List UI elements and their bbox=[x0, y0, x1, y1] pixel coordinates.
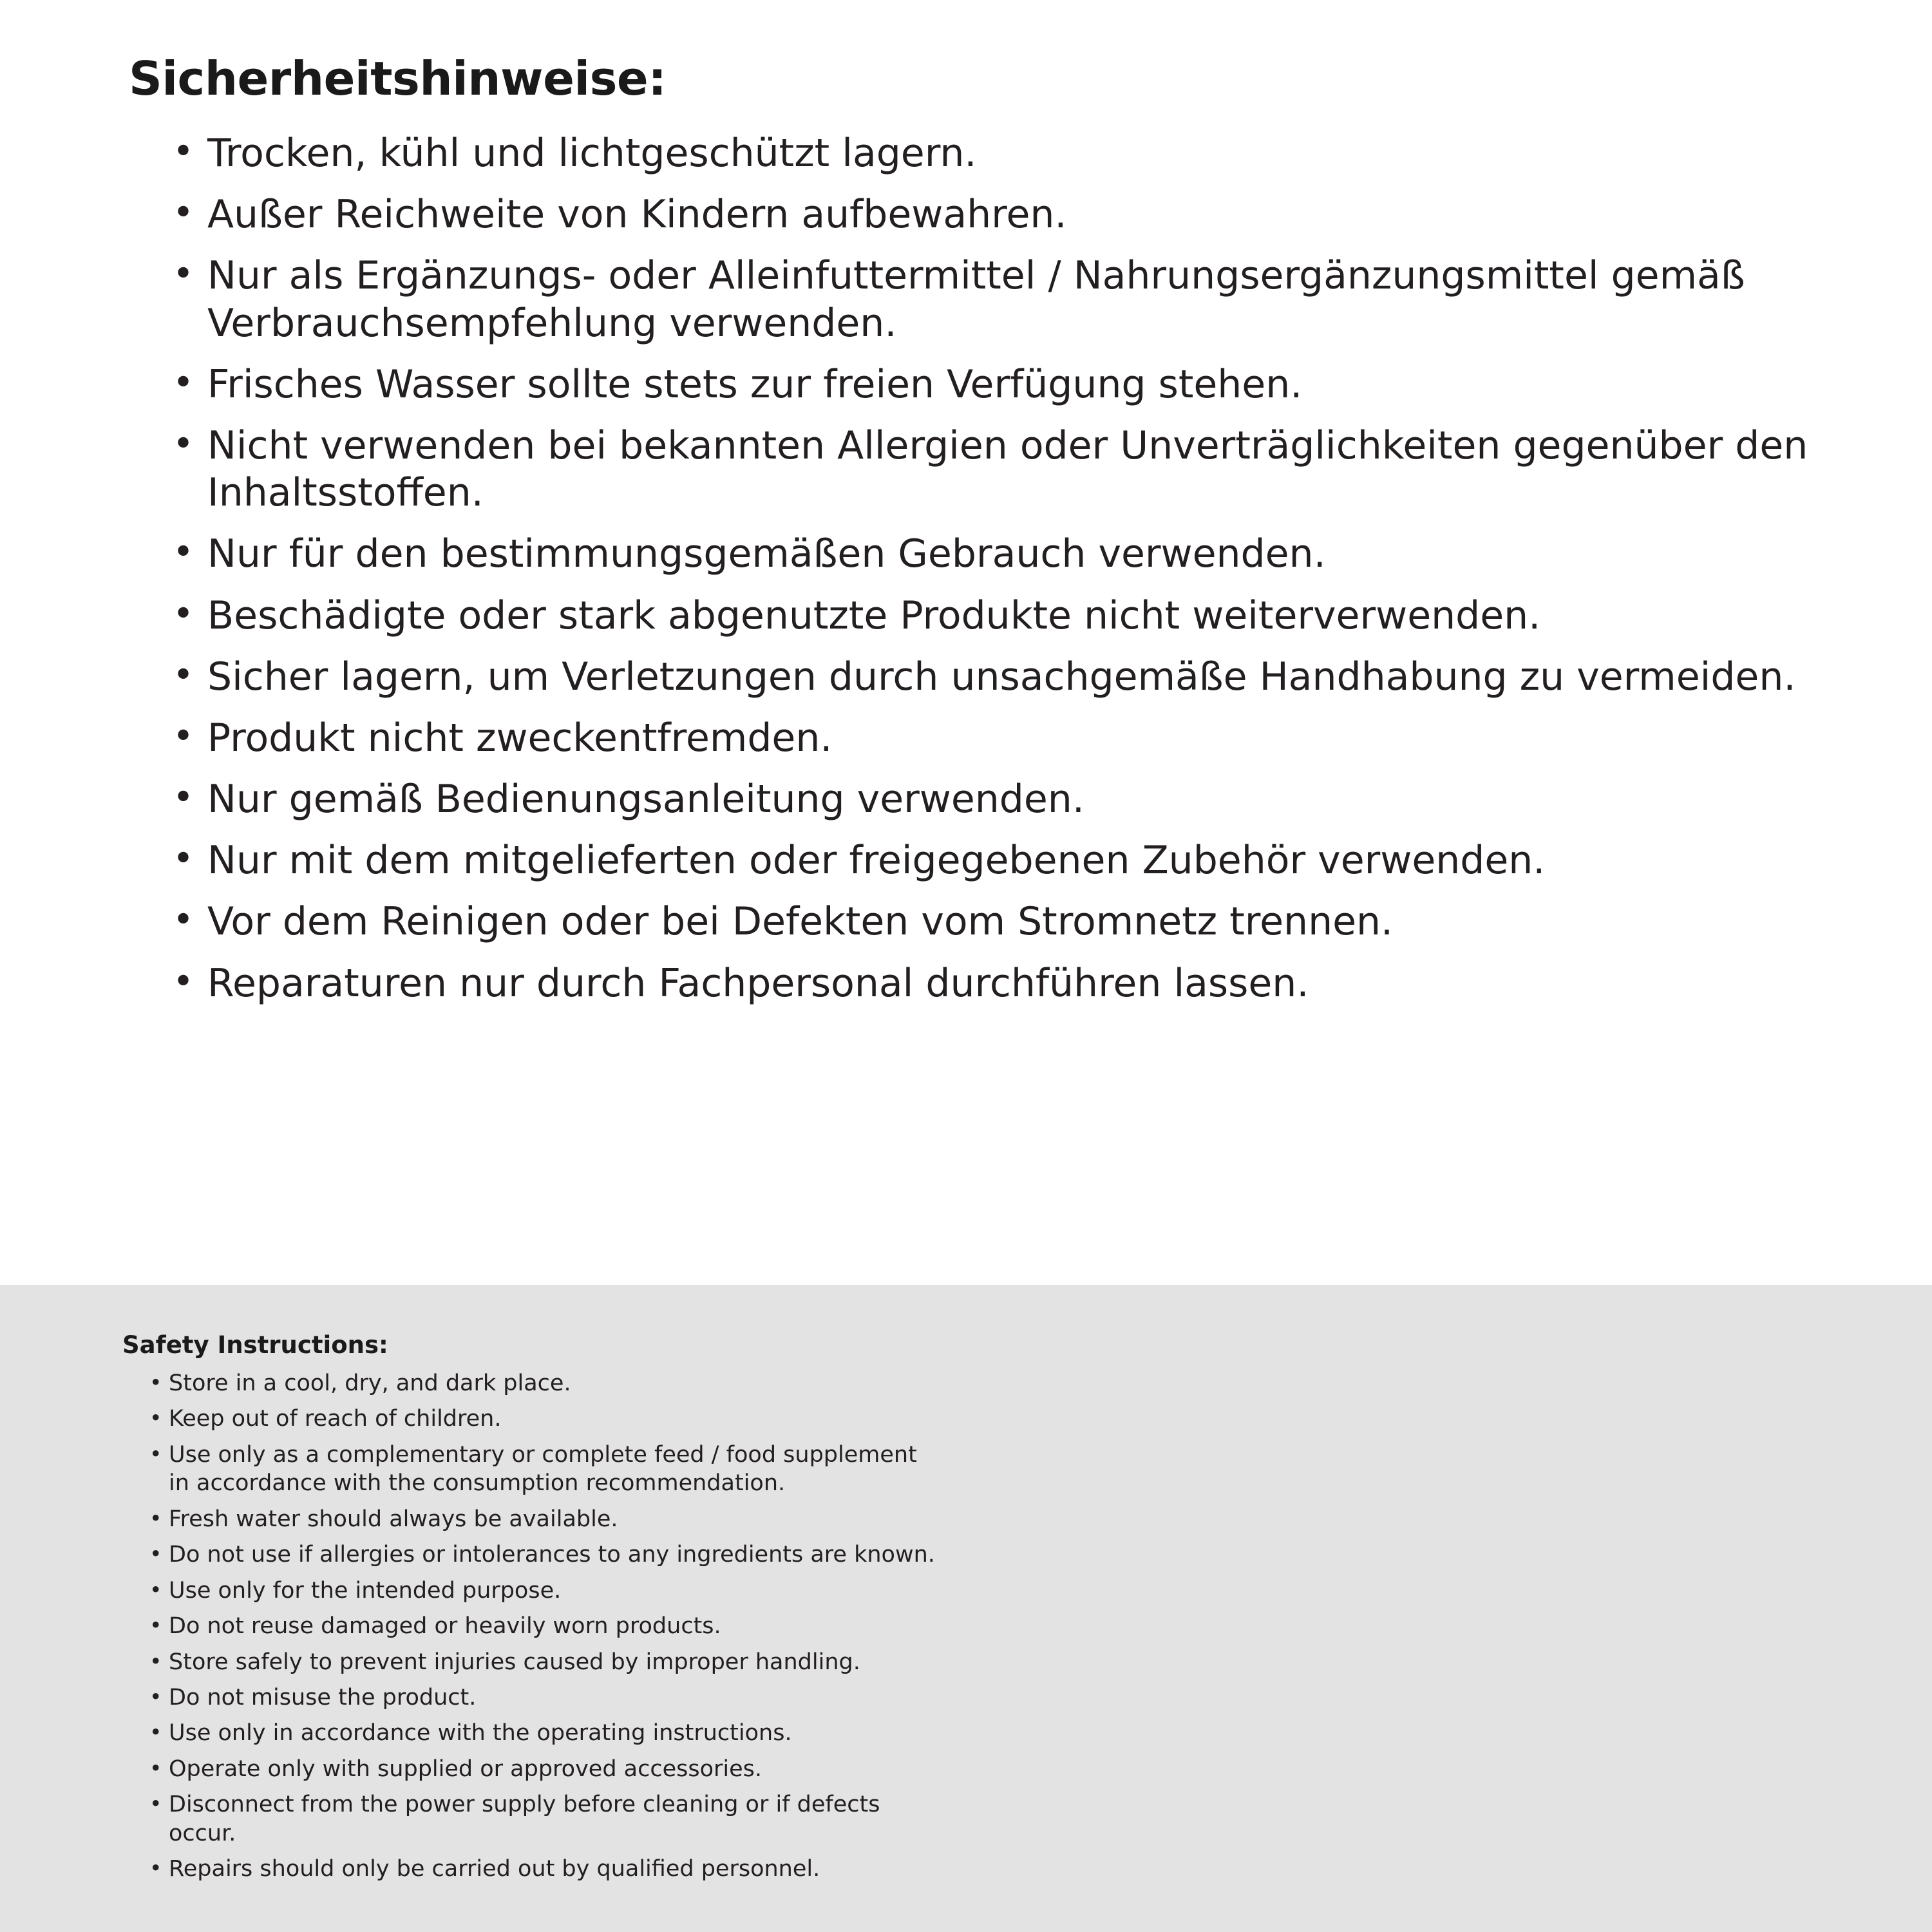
bullet-icon: • bbox=[173, 715, 194, 757]
german-bullet-list bbox=[129, 130, 1835, 1007]
list-item-text: Reparaturen nur durch Fachpersonal durchführen lassen. bbox=[207, 960, 1309, 1006]
list-item bbox=[167, 776, 1835, 823]
list-item-text: Beschädigte oder stark abgenutzte Produkte nicht weiterverwenden. bbox=[207, 592, 1541, 638]
list-item-text: Use only as a complementary or complete feed / food supplement in accordance with the consumption recommendation. bbox=[169, 1441, 917, 1497]
bullet-icon: • bbox=[149, 1683, 162, 1709]
list-item-text: Nur als Ergänzungs- oder Alleinfuttermittel / Nahrungsergänzungsmittel gemäß Verbrauchsempfehlung verwenden. bbox=[207, 253, 1745, 346]
list-item-text: Produkt nicht zweckentfremden. bbox=[207, 715, 833, 761]
list-item-text: Do not misuse the product. bbox=[169, 1684, 477, 1710]
bullet-icon: • bbox=[149, 1755, 162, 1781]
list-item-text: Nicht verwenden bei bekannten Allergien oder Unverträglichkeiten gegenüber den Inhaltsstoffen. bbox=[207, 422, 1808, 516]
list-item bbox=[167, 654, 1835, 701]
german-heading: Sicherheitshinweise: bbox=[129, 52, 667, 106]
list-item bbox=[147, 1540, 943, 1569]
list-item bbox=[167, 531, 1835, 578]
bullet-icon: • bbox=[173, 192, 194, 234]
list-item bbox=[147, 1755, 943, 1783]
list-item bbox=[167, 715, 1835, 762]
bullet-icon: • bbox=[149, 1613, 162, 1638]
list-item-text: Außer Reichweite von Kindern aufbewahren. bbox=[207, 192, 1067, 238]
list-item-text: Repairs should only be carried out by qualified personnel. bbox=[169, 1856, 820, 1882]
bullet-icon: • bbox=[173, 838, 194, 880]
english-heading: Safety Instructions: bbox=[122, 1331, 388, 1359]
list-item-text: Do not use if allergies or intolerances to any ingredients are known. bbox=[169, 1542, 935, 1568]
list-item bbox=[167, 361, 1835, 408]
bullet-icon: • bbox=[173, 422, 194, 465]
list-item-text: Frisches Wasser sollte stets zur freien Verfügung stehen. bbox=[207, 361, 1303, 407]
list-item-text: Fresh water should always be available. bbox=[169, 1506, 618, 1532]
list-item-text: Store safely to prevent injuries caused by improper handling. bbox=[169, 1649, 860, 1675]
list-item bbox=[147, 1648, 943, 1676]
bullet-icon: • bbox=[149, 1791, 162, 1817]
list-item-text: Nur für den bestimmungsgemäßen Gebrauch verwenden. bbox=[207, 531, 1326, 577]
bullet-icon: • bbox=[149, 1370, 162, 1395]
list-item-text: Disconnect from the power supply before cleaning or if defects occur. bbox=[169, 1792, 880, 1846]
bullet-icon: • bbox=[173, 592, 194, 635]
list-item bbox=[167, 422, 1835, 516]
list-item bbox=[167, 130, 1835, 177]
bullet-icon: • bbox=[149, 1648, 162, 1674]
list-item-text: Use only in accordance with the operating instructions. bbox=[169, 1720, 792, 1747]
list-item-text: Trocken, kühl und lichtgeschützt lagern. bbox=[207, 131, 977, 176]
list-item bbox=[167, 837, 1835, 884]
list-item bbox=[167, 960, 1835, 1007]
list-item bbox=[167, 898, 1835, 945]
bullet-icon: • bbox=[149, 1855, 162, 1881]
list-item-text: Store in a cool, dry, and dark place. bbox=[169, 1370, 571, 1396]
bullet-icon: • bbox=[149, 1405, 162, 1431]
list-item-text: Vor dem Reinigen oder bei Defekten vom Stromnetz trennen. bbox=[207, 899, 1394, 945]
list-item bbox=[147, 1505, 943, 1533]
bullet-icon: • bbox=[173, 899, 194, 942]
list-item-text: Do not reuse damaged or heavily worn products. bbox=[169, 1613, 721, 1640]
bullet-icon: • bbox=[149, 1577, 162, 1602]
bullet-icon: • bbox=[149, 1505, 162, 1531]
bullet-icon: • bbox=[173, 531, 194, 574]
bullet-icon: • bbox=[173, 960, 194, 1003]
list-item-text: Sicher lagern, um Verletzungen durch unsachgemäße Handhabung zu vermeiden. bbox=[207, 654, 1796, 699]
bullet-icon: • bbox=[173, 361, 194, 404]
bullet-icon: • bbox=[149, 1441, 162, 1466]
list-item bbox=[147, 1612, 943, 1640]
bullet-icon: • bbox=[173, 253, 194, 296]
list-item bbox=[147, 1369, 943, 1397]
list-item-text: Use only for the intended purpose. bbox=[169, 1577, 562, 1604]
list-item bbox=[167, 592, 1835, 639]
list-item-text: Operate only with supplied or approved accessories. bbox=[169, 1756, 762, 1782]
list-item bbox=[147, 1577, 943, 1605]
list-item bbox=[147, 1790, 943, 1848]
list-item bbox=[167, 191, 1835, 238]
list-item-text: Keep out of reach of children. bbox=[169, 1406, 502, 1432]
list-item bbox=[147, 1441, 943, 1498]
list-item-text: Nur gemäß Bedienungsanleitung verwenden. bbox=[207, 777, 1084, 822]
bullet-icon: • bbox=[173, 654, 194, 696]
list-item-text: Nur mit dem mitgelieferten oder freigegebenen Zubehör verwenden. bbox=[207, 838, 1546, 884]
english-safety-section bbox=[0, 1285, 1932, 1932]
list-item bbox=[147, 1719, 943, 1747]
list-item bbox=[147, 1405, 943, 1433]
list-item bbox=[147, 1855, 943, 1883]
english-bullet-list bbox=[122, 1369, 943, 1884]
list-item bbox=[167, 252, 1835, 346]
bullet-icon: • bbox=[173, 131, 194, 173]
english-two-column-layout bbox=[122, 1331, 1835, 1898]
bullet-icon: • bbox=[149, 1541, 162, 1567]
bullet-icon: • bbox=[173, 777, 194, 819]
bullet-icon: • bbox=[149, 1719, 162, 1745]
list-item bbox=[147, 1683, 943, 1712]
